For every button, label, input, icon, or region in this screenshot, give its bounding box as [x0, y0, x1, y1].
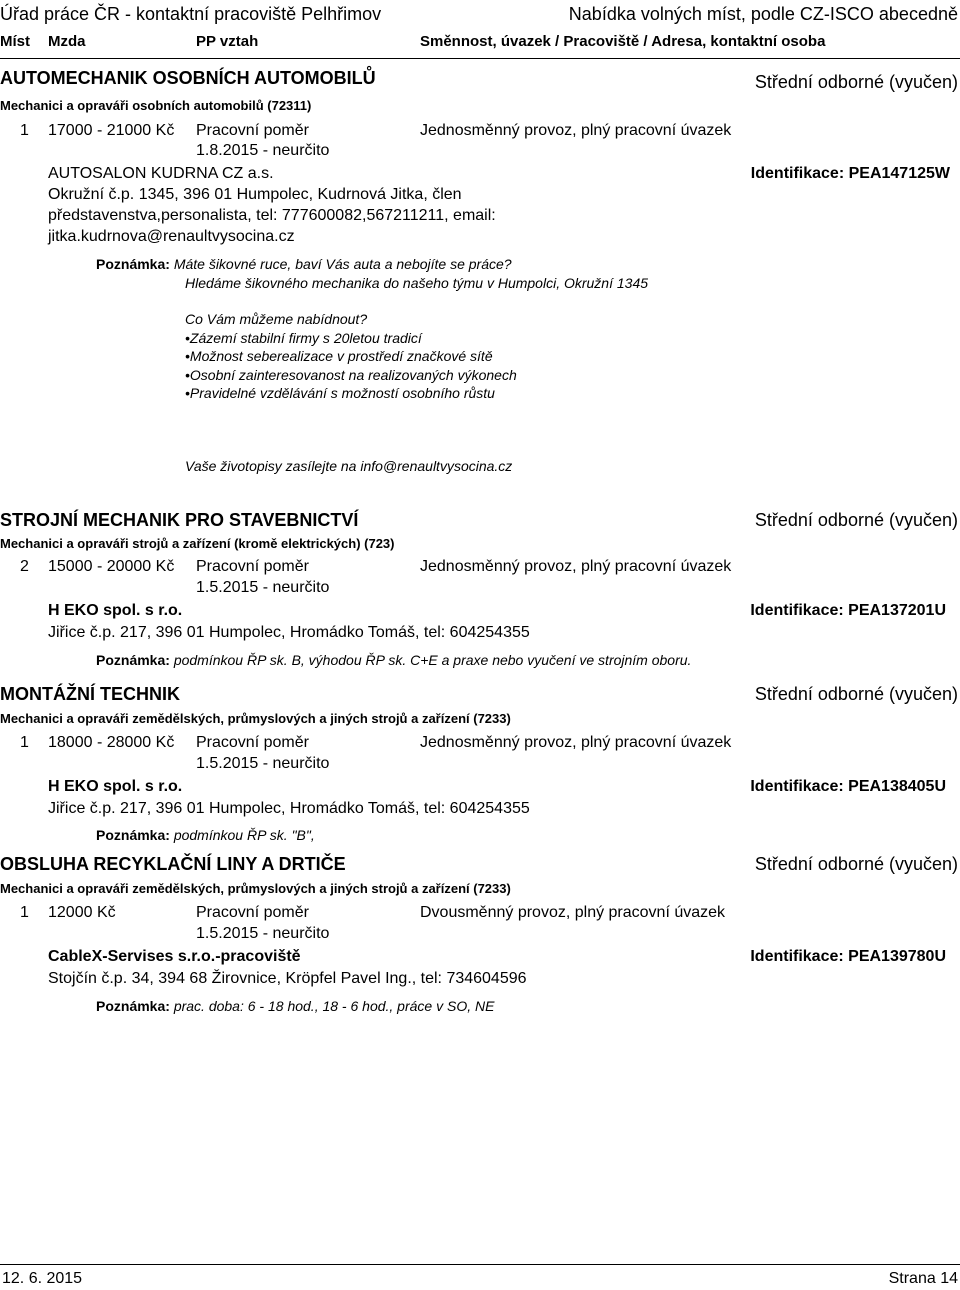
employment-type: Pracovní poměr: [196, 734, 309, 751]
note-text: Máte šikovné ruce, baví Vás auta a nebojíte se práce?: [173, 256, 512, 272]
shift-type: Jednosměnný provoz, plný pracovní úvazek: [420, 122, 732, 139]
note-text: podmínkou ŘP sk. B, výhodou ŘP sk. C+E a praxe nebo vyučení ve strojním oboru.: [173, 652, 692, 668]
column-header-count: Míst: [0, 33, 30, 50]
position-count: 1: [20, 904, 29, 921]
column-header-employment-type: PP vztah: [196, 33, 259, 50]
employment-type: Pracovní poměr: [196, 904, 309, 921]
job-category: Mechanici a opraváři strojů a zařízení (kromě elektrických) (723): [0, 536, 395, 551]
employment-type: Pracovní poměr: [196, 558, 309, 575]
note-text: podmínkou ŘP sk. "B",: [173, 827, 315, 843]
position-count: 2: [20, 558, 29, 575]
report-title: Nabídka volných míst, podle CZ-ISCO abecedně: [568, 4, 958, 24]
identification-label: Identifikace:: [750, 948, 844, 965]
address-line: Jiřice č.p. 217, 396 01 Humpolec, Hromádko Tomáš, tel: 604254355: [48, 624, 530, 641]
salary: 12000 Kč: [48, 904, 116, 921]
identification-label: Identifikace:: [750, 778, 844, 795]
job-dates: 1.5.2015 - neurčito: [196, 755, 330, 772]
page-number: Strana 14: [888, 1270, 958, 1287]
note-text: Co Vám můžeme nabídnout?: [185, 311, 368, 327]
note-text: prac. doba: 6 - 18 hod., 18 - 6 hod., práce v SO, NE: [173, 998, 495, 1014]
education-level: Střední odborné (vyučen): [754, 72, 958, 92]
employer-name: CableX-Servises s.r.o.-pracoviště: [48, 948, 301, 965]
office-name: Úřad práce ČR - kontaktní pracoviště Pelhřimov: [0, 4, 382, 24]
education-level: Střední odborné (vyučen): [754, 510, 958, 530]
note-text: •Osobní zainteresovanost na realizovaných výkonech: [185, 367, 517, 383]
job-category: Mechanici a opraváři zemědělských, průmyslových a jiných strojů a zařízení (7233): [0, 711, 511, 726]
job-dates: 1.5.2015 - neurčito: [196, 925, 330, 942]
column-header-salary: Mzda: [48, 33, 86, 50]
note-text: •Zázemí stabilní firmy s 20letou tradicí: [185, 330, 422, 346]
note-label: Poznámka:: [96, 827, 170, 843]
address-line: Stojčín č.p. 34, 394 68 Žirovnice, Kröpfel Pavel Ing., tel: 734604596: [48, 970, 527, 987]
employer-name: H EKO spol. s r.o.: [48, 602, 183, 619]
position-count: 1: [20, 122, 29, 139]
job-category: Mechanici a opraváři osobních automobilů (72311): [0, 98, 312, 113]
salary: 15000 - 20000 Kč: [48, 558, 175, 575]
job-dates: 1.5.2015 - neurčito: [196, 579, 330, 596]
note: [96, 998, 494, 1014]
note: [96, 827, 315, 843]
identification-label: Identifikace:: [750, 602, 844, 619]
identification-code: PEA139780U: [848, 948, 946, 965]
address-line: představenstva,personalista, tel: 777600082,567211211, email:: [48, 207, 496, 224]
note-text: Hledáme šikovného mechanika do našeho týmu v Humpolci, Okružní 1345: [185, 275, 649, 291]
job-title: STROJNÍ MECHANIK PRO STAVEBNICTVÍ: [0, 510, 359, 530]
note: [96, 256, 512, 272]
address-line: jitka.kudrnova@renaultvysocina.cz: [48, 228, 295, 245]
note-text: Vaše životopisy zasílejte na info@renaultvysocina.cz: [185, 458, 513, 474]
footer-divider: [0, 1264, 960, 1265]
salary: 18000 - 28000 Kč: [48, 734, 175, 751]
note-text: •Pravidelné vzdělávání s možností osobního růstu: [185, 385, 495, 401]
employer-name: AUTOSALON KUDRNA CZ a.s.: [48, 165, 274, 182]
identification: [750, 948, 946, 966]
footer-date: 12. 6. 2015: [2, 1270, 83, 1287]
position-count: 1: [20, 734, 29, 751]
note: [96, 652, 691, 668]
header-divider: [0, 58, 960, 59]
note-label: Poznámka:: [96, 652, 170, 668]
job-category: Mechanici a opraváři zemědělských, průmyslových a jiných strojů a zařízení (7233): [0, 881, 511, 896]
note-label: Poznámka:: [96, 998, 170, 1014]
job-title: MONTÁŽNÍ TECHNIK: [0, 684, 180, 704]
identification: [750, 778, 946, 796]
job-title: AUTOMECHANIK OSOBNÍCH AUTOMOBILŮ: [0, 68, 376, 88]
education-level: Střední odborné (vyučen): [754, 854, 958, 874]
identification: [750, 602, 946, 620]
job-title: OBSLUHA RECYKLAČNÍ LINY A DRTIČE: [0, 854, 346, 874]
identification-code: PEA147125W: [848, 165, 950, 182]
employer-name: H EKO spol. s r.o.: [48, 778, 183, 795]
note-text: •Možnost seberealizace v prostředí značkové sítě: [185, 348, 493, 364]
address-line: Jiřice č.p. 217, 396 01 Humpolec, Hromádko Tomáš, tel: 604254355: [48, 800, 530, 817]
note-label: Poznámka:: [96, 256, 170, 272]
shift-type: Jednosměnný provoz, plný pracovní úvazek: [420, 558, 732, 575]
identification: [751, 165, 950, 183]
employment-type: Pracovní poměr: [196, 122, 309, 139]
address-line: Okružní č.p. 1345, 396 01 Humpolec, Kudrnová Jitka, člen: [48, 186, 462, 203]
identification-code: PEA138405U: [848, 778, 946, 795]
identification-code: PEA137201U: [848, 602, 946, 619]
shift-type: Dvousměnný provoz, plný pracovní úvazek: [420, 904, 726, 921]
shift-type: Jednosměnný provoz, plný pracovní úvazek: [420, 734, 732, 751]
salary: 17000 - 21000 Kč: [48, 122, 175, 139]
identification-label: Identifikace:: [750, 165, 845, 182]
job-dates: 1.8.2015 - neurčito: [196, 142, 330, 159]
education-level: Střední odborné (vyučen): [754, 684, 958, 704]
column-header-details: Směnnost, úvazek / Pracoviště / Adresa, kontaktní osoba: [420, 33, 826, 50]
